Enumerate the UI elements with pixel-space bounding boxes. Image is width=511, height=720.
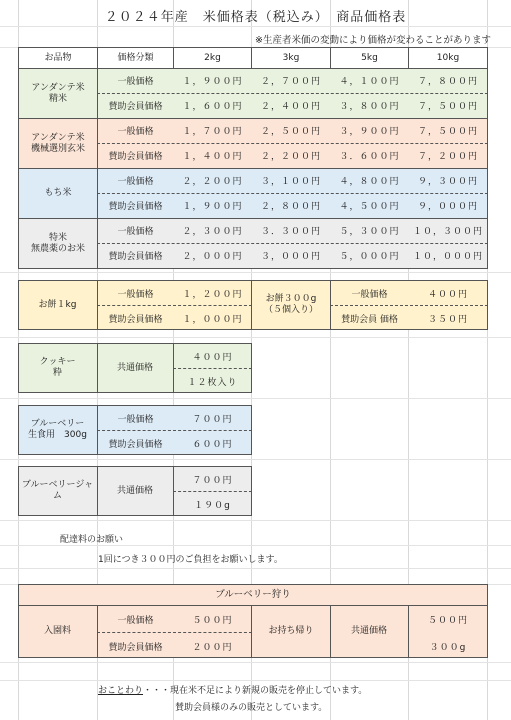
price-cell: ２，８００円 (260, 202, 321, 212)
cookie-name: クッキー 粋 (18, 343, 98, 393)
mochi-name-300g: お餅３００g （５個入り） (251, 280, 331, 330)
price-change-note: ※生産者米価の変動により価格が変わることがあります (255, 35, 491, 46)
price-cell: ２，３００円 (182, 227, 243, 237)
price-cell: ５，３００円 (339, 227, 400, 237)
notice-lead: おことわり (98, 686, 144, 696)
page-title: ２０２４年産 米価格表（税込み） 商品価格表 (104, 10, 407, 25)
price-type-label: 一般価格 (117, 616, 154, 626)
price-cell: ５，０００円 (339, 252, 400, 262)
picking-takeout-weight: ３００g (429, 643, 467, 653)
jam-weight: １９０g (194, 501, 231, 511)
price-type-label: 一般価格 (117, 127, 154, 137)
price-cell: １，２００円 (182, 290, 243, 300)
mochi-name: お餅１kg (18, 280, 98, 330)
jam-name: ブルーベリージャム (18, 466, 98, 516)
picking-takeout-label: お持ち帰り (251, 605, 331, 658)
price-type-label: 賛助会員価格 (108, 252, 163, 262)
price-cell: １，６００円 (182, 102, 243, 112)
price-cell: ９，３００円 (417, 177, 478, 187)
jam-price-type: 共通価格 (97, 466, 174, 516)
price-cell: ５００円 (192, 616, 233, 626)
price-cell: ３５０円 (427, 315, 468, 325)
price-type-label: 賛助会員価格 (108, 315, 163, 325)
price-cell: ３，８００円 (339, 102, 400, 112)
price-type-label: 賛助会員価格 (108, 102, 163, 112)
price-cell: ３，０００円 (260, 252, 321, 262)
price-cell: ４００円 (192, 353, 233, 363)
price-cell: ２，４００円 (260, 102, 321, 112)
price-cell: ３．６００円 (339, 152, 400, 162)
rice-name-brown: アンダンテ米 機械選別玄米 (18, 118, 98, 169)
header-price-type: 価格分類 (97, 47, 174, 69)
price-cell: ４，５００円 (339, 202, 400, 212)
price-cell: １，９００円 (182, 77, 243, 87)
price-cell: ７，８００円 (417, 77, 478, 87)
picking-common-label: 共通価格 (330, 605, 409, 658)
shipping-heading: 配達料のお願い (60, 535, 124, 545)
price-cell: ７００円 (192, 415, 233, 425)
price-type-label: 一般価格 (351, 290, 388, 300)
price-cell: ７，５００円 (417, 102, 478, 112)
price-type-label: 賛助会員価格 (108, 202, 163, 212)
header-10kg: 10kg (408, 47, 488, 69)
price-cell: ４，８００円 (339, 177, 400, 187)
price-cell: ２，５００円 (260, 127, 321, 137)
price-cell: ２，２００円 (182, 177, 243, 187)
cookie-quantity: １２枚入り (187, 378, 238, 388)
price-type-label: 賛助会員価格 (108, 440, 163, 450)
price-cell: ４００円 (427, 290, 468, 300)
price-cell: １，４００円 (182, 152, 243, 162)
price-cell: ４，１００円 (339, 77, 400, 87)
price-type-label: 賛助会員価格 (108, 152, 163, 162)
shipping-text: 1回につき３００円のご負担をお願いします。 (98, 555, 283, 565)
price-type-label: 賛助会員価格 (108, 643, 163, 653)
rice-name-mochi: もち米 (18, 168, 98, 219)
price-cell: １，７００円 (182, 127, 243, 137)
price-cell: ３，９００円 (339, 127, 400, 137)
rice-name-special: 特米 無農薬のお米 (18, 218, 98, 269)
price-cell: ９，０００円 (417, 202, 478, 212)
picking-heading: ブルーベリー狩り (18, 584, 488, 606)
price-type-label: 一般価格 (117, 415, 154, 425)
cookie-price-type: 共通価格 (97, 343, 174, 393)
price-cell: ２，７００円 (260, 77, 321, 87)
header-2kg: 2kg (173, 47, 252, 69)
notice-text: ・・・現在米不足により新規の販売を停止しています。 (143, 686, 368, 696)
notice-line-2: 賛助会員様のみの販売としています。 (175, 703, 328, 713)
price-cell: １０，３００円 (412, 227, 483, 237)
notice-line-1 (98, 683, 367, 696)
price-cell: ７，５００円 (417, 127, 478, 137)
price-cell: ２，２００円 (260, 152, 321, 162)
picking-fee-label: 入園料 (18, 605, 98, 658)
price-type-label: 一般価格 (117, 227, 154, 237)
price-type-label: 一般価格 (117, 77, 154, 87)
price-cell: １，０００円 (182, 315, 243, 325)
price-type-label: 一般価格 (117, 290, 154, 300)
price-cell: ２，０００円 (182, 252, 243, 262)
price-cell: １，９００円 (182, 202, 243, 212)
price-cell: ５００円 (427, 616, 468, 626)
price-cell: ７００円 (192, 476, 233, 486)
rice-name-polished: アンダンテ米 精米 (18, 68, 98, 119)
price-cell: ３．３００円 (260, 227, 321, 237)
header-item: お品物 (18, 47, 98, 69)
price-cell: ７，２００円 (417, 152, 478, 162)
price-cell: ２００円 (192, 643, 233, 653)
header-3kg: 3kg (251, 47, 331, 69)
price-type-label: 一般価格 (117, 177, 154, 187)
header-5kg: 5kg (330, 47, 409, 69)
price-cell: １０，０００円 (412, 252, 483, 262)
price-cell: ６００円 (192, 440, 233, 450)
blueberry-name: ブルーベリー 生食用 300g (18, 405, 98, 455)
price-cell: ３，１００円 (260, 177, 321, 187)
price-type-label: 賛助会員 価格 (341, 315, 398, 325)
